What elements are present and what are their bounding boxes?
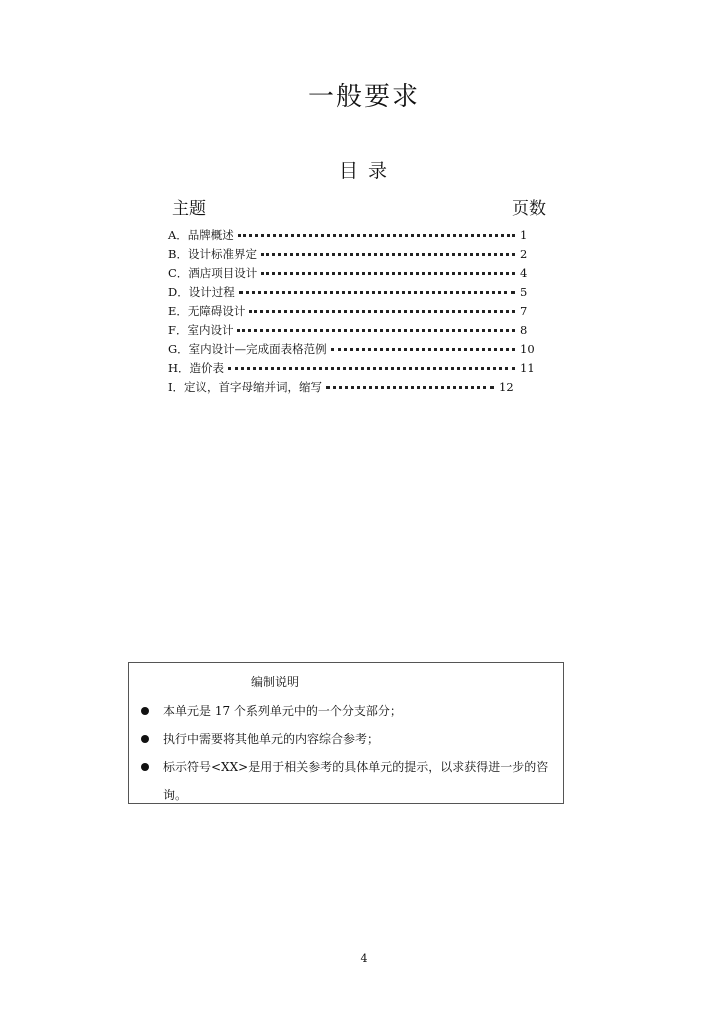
toc-leader-dots [238, 234, 515, 237]
toc-entry-page: 7 [520, 303, 528, 318]
toc-entry-page: 1 [520, 227, 528, 242]
toc-entry [168, 320, 538, 339]
toc-entry-label: A．品牌概述 [168, 227, 234, 242]
note-text: 执行中需要将其他单元的内容综合参考； [163, 732, 380, 746]
toc-entry [168, 282, 538, 301]
toc-entry [168, 225, 538, 244]
toc-leader-dots [261, 272, 515, 275]
toc-leader-dots [239, 291, 515, 294]
toc-entry-page: 2 [520, 246, 528, 261]
toc-column-topic: 主题 [172, 199, 206, 219]
note-item [137, 753, 561, 809]
toc-entry-label: F．室内设计 [168, 322, 234, 337]
toc-entry-page: 12 [499, 379, 514, 394]
toc-entry-label: G．室内设计—完成面表格范例 [168, 341, 327, 356]
toc-entry-label: B．设计标准界定 [168, 246, 257, 261]
document-title: 一般要求 [307, 82, 420, 112]
toc-entry [168, 377, 538, 396]
toc-entry-label: C．酒店项目设计 [168, 265, 258, 280]
toc-leader-dots [228, 367, 515, 370]
toc-entry-label: D．设计过程 [168, 284, 235, 299]
toc-entry-page: 5 [520, 284, 528, 299]
page-number: 4 [360, 952, 368, 965]
toc-entry-label: H．造价表 [168, 360, 225, 375]
toc-entry-page: 8 [520, 322, 528, 337]
toc-entry-label: E．无障碍设计 [168, 303, 246, 318]
toc-leader-dots [249, 310, 515, 313]
toc-leader-dots [237, 329, 515, 332]
toc-leader-dots [326, 386, 494, 389]
notes-title: 编制说明 [251, 675, 300, 689]
toc-entry [168, 339, 538, 358]
toc-entry [168, 263, 538, 282]
toc-leader-dots [261, 253, 515, 256]
toc-entry-label: I．定议，首字母缩并词，缩写 [168, 379, 323, 394]
toc-entry [168, 244, 538, 263]
bullet-icon [141, 735, 149, 743]
toc-column-pages: 页数 [512, 199, 546, 219]
toc-entry [168, 301, 538, 320]
toc-heading: 目 录 [338, 160, 390, 182]
toc-entry-page: 11 [520, 360, 535, 375]
note-text: 本单元是 17 个系列单元中的一个分支部分； [163, 704, 402, 718]
toc-entry-page: 10 [520, 341, 535, 356]
table-of-contents [168, 225, 538, 396]
bullet-icon [141, 763, 149, 771]
toc-entry [168, 358, 538, 377]
note-item [137, 697, 561, 725]
toc-leader-dots [331, 348, 515, 351]
toc-entry-page: 4 [520, 265, 528, 280]
bullet-icon [141, 707, 149, 715]
note-item [137, 725, 561, 753]
notes-list [137, 697, 561, 809]
note-text: 标示符号<XX>是用于相关参考的具体单元的提示，以求获得进一步的咨询。 [163, 760, 549, 802]
editorial-notes-box [128, 662, 564, 804]
